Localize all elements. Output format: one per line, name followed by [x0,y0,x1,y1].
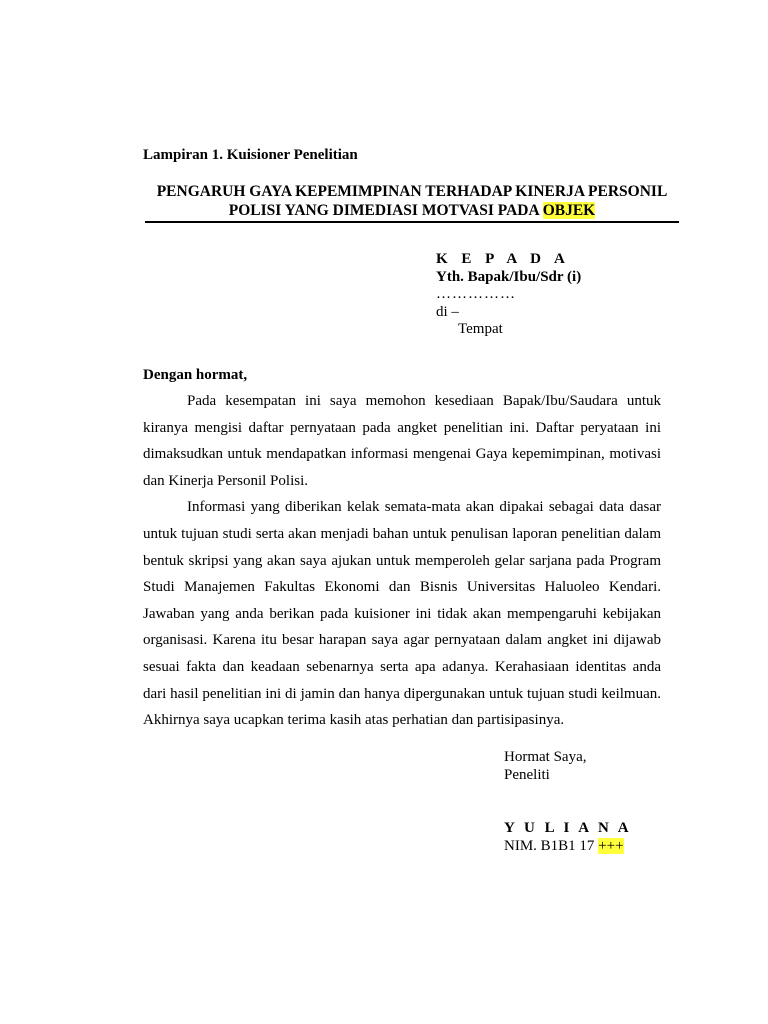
signer-name: Y U L I A N A [504,820,632,836]
paragraph-2: Informasi yang diberikan kelak semata-mata akan dipakai sebagai data dasar untuk tujuan studi serta akan menjadi bahan untuk penulisan laporan penelitian dalam bentuk skripsi yang akan saya ajukan untuk memperoleh gelar sarjana pada Program Studi Manajemen Fakultas Ekonomi dan Bisnis Universitas Haluoleo Kendari. Jawaban yang anda berikan pada kuisioner ini tidak akan mempengaruhi kebijakan organisasi. Karena itu besar harapan saya agar pernyataan dalam angket ini dijawab sesuai fakta dan keadaan sebenarnya serta apa adanya. Kerahasiaan identitas anda dari hasil penelitian ini di jamin dan hanya dipergunakan untuk tujuan studi keilmuan. Akhirnya saya ucapkan terima kasih atas perhatian dan partisipasinya. [143,499,661,729]
attachment-label: Lampiran 1. Kuisioner Penelitian [143,147,358,163]
location-prefix: di – [436,303,459,320]
recipient-salutation: Yth. Bapak/Ibu/Sdr (i) [436,268,582,285]
recipient-name-blank: …………… [436,286,516,302]
greeting: Dengan hormat, [143,367,248,383]
recipient-address [436,251,581,339]
paragraph-1: Pada kesempatan ini saya memohon kesediaan Bapak/Ibu/Saudara untuk kiranya mengisi daftar pernyataan pada angket penelitian ini. Daftar peryataan ini dimaksudkan untuk mendapatkan informasi mengenai Gaya kepemimpinan, motivasi dan Kinerja Personil Polisi. [143,393,661,489]
signer-role: Peneliti [504,767,550,783]
title-line-2 [145,201,679,220]
document-title [145,182,679,220]
letter-body [143,388,661,734]
title-line-1: PENGARUH GAYA KEPEMIMPINAN TERHADAP KINERJA PERSONIL [156,183,668,200]
nim-highlight: +++ [598,838,624,854]
nim-text: NIM. B1B1 17 [504,838,599,854]
kepada-heading: K E P A D A [436,251,570,267]
closing-text: Hormat Saya, [504,749,587,765]
title-line-2-text: POLISI YANG DIMEDIASI MOTVASI PADA [228,202,543,219]
highlighted-object-word: OBJEK [542,202,596,219]
signature-closing [504,748,586,784]
title-underline [145,221,679,223]
signer-nim [504,838,624,855]
location-tempat: Tempat [458,321,503,337]
